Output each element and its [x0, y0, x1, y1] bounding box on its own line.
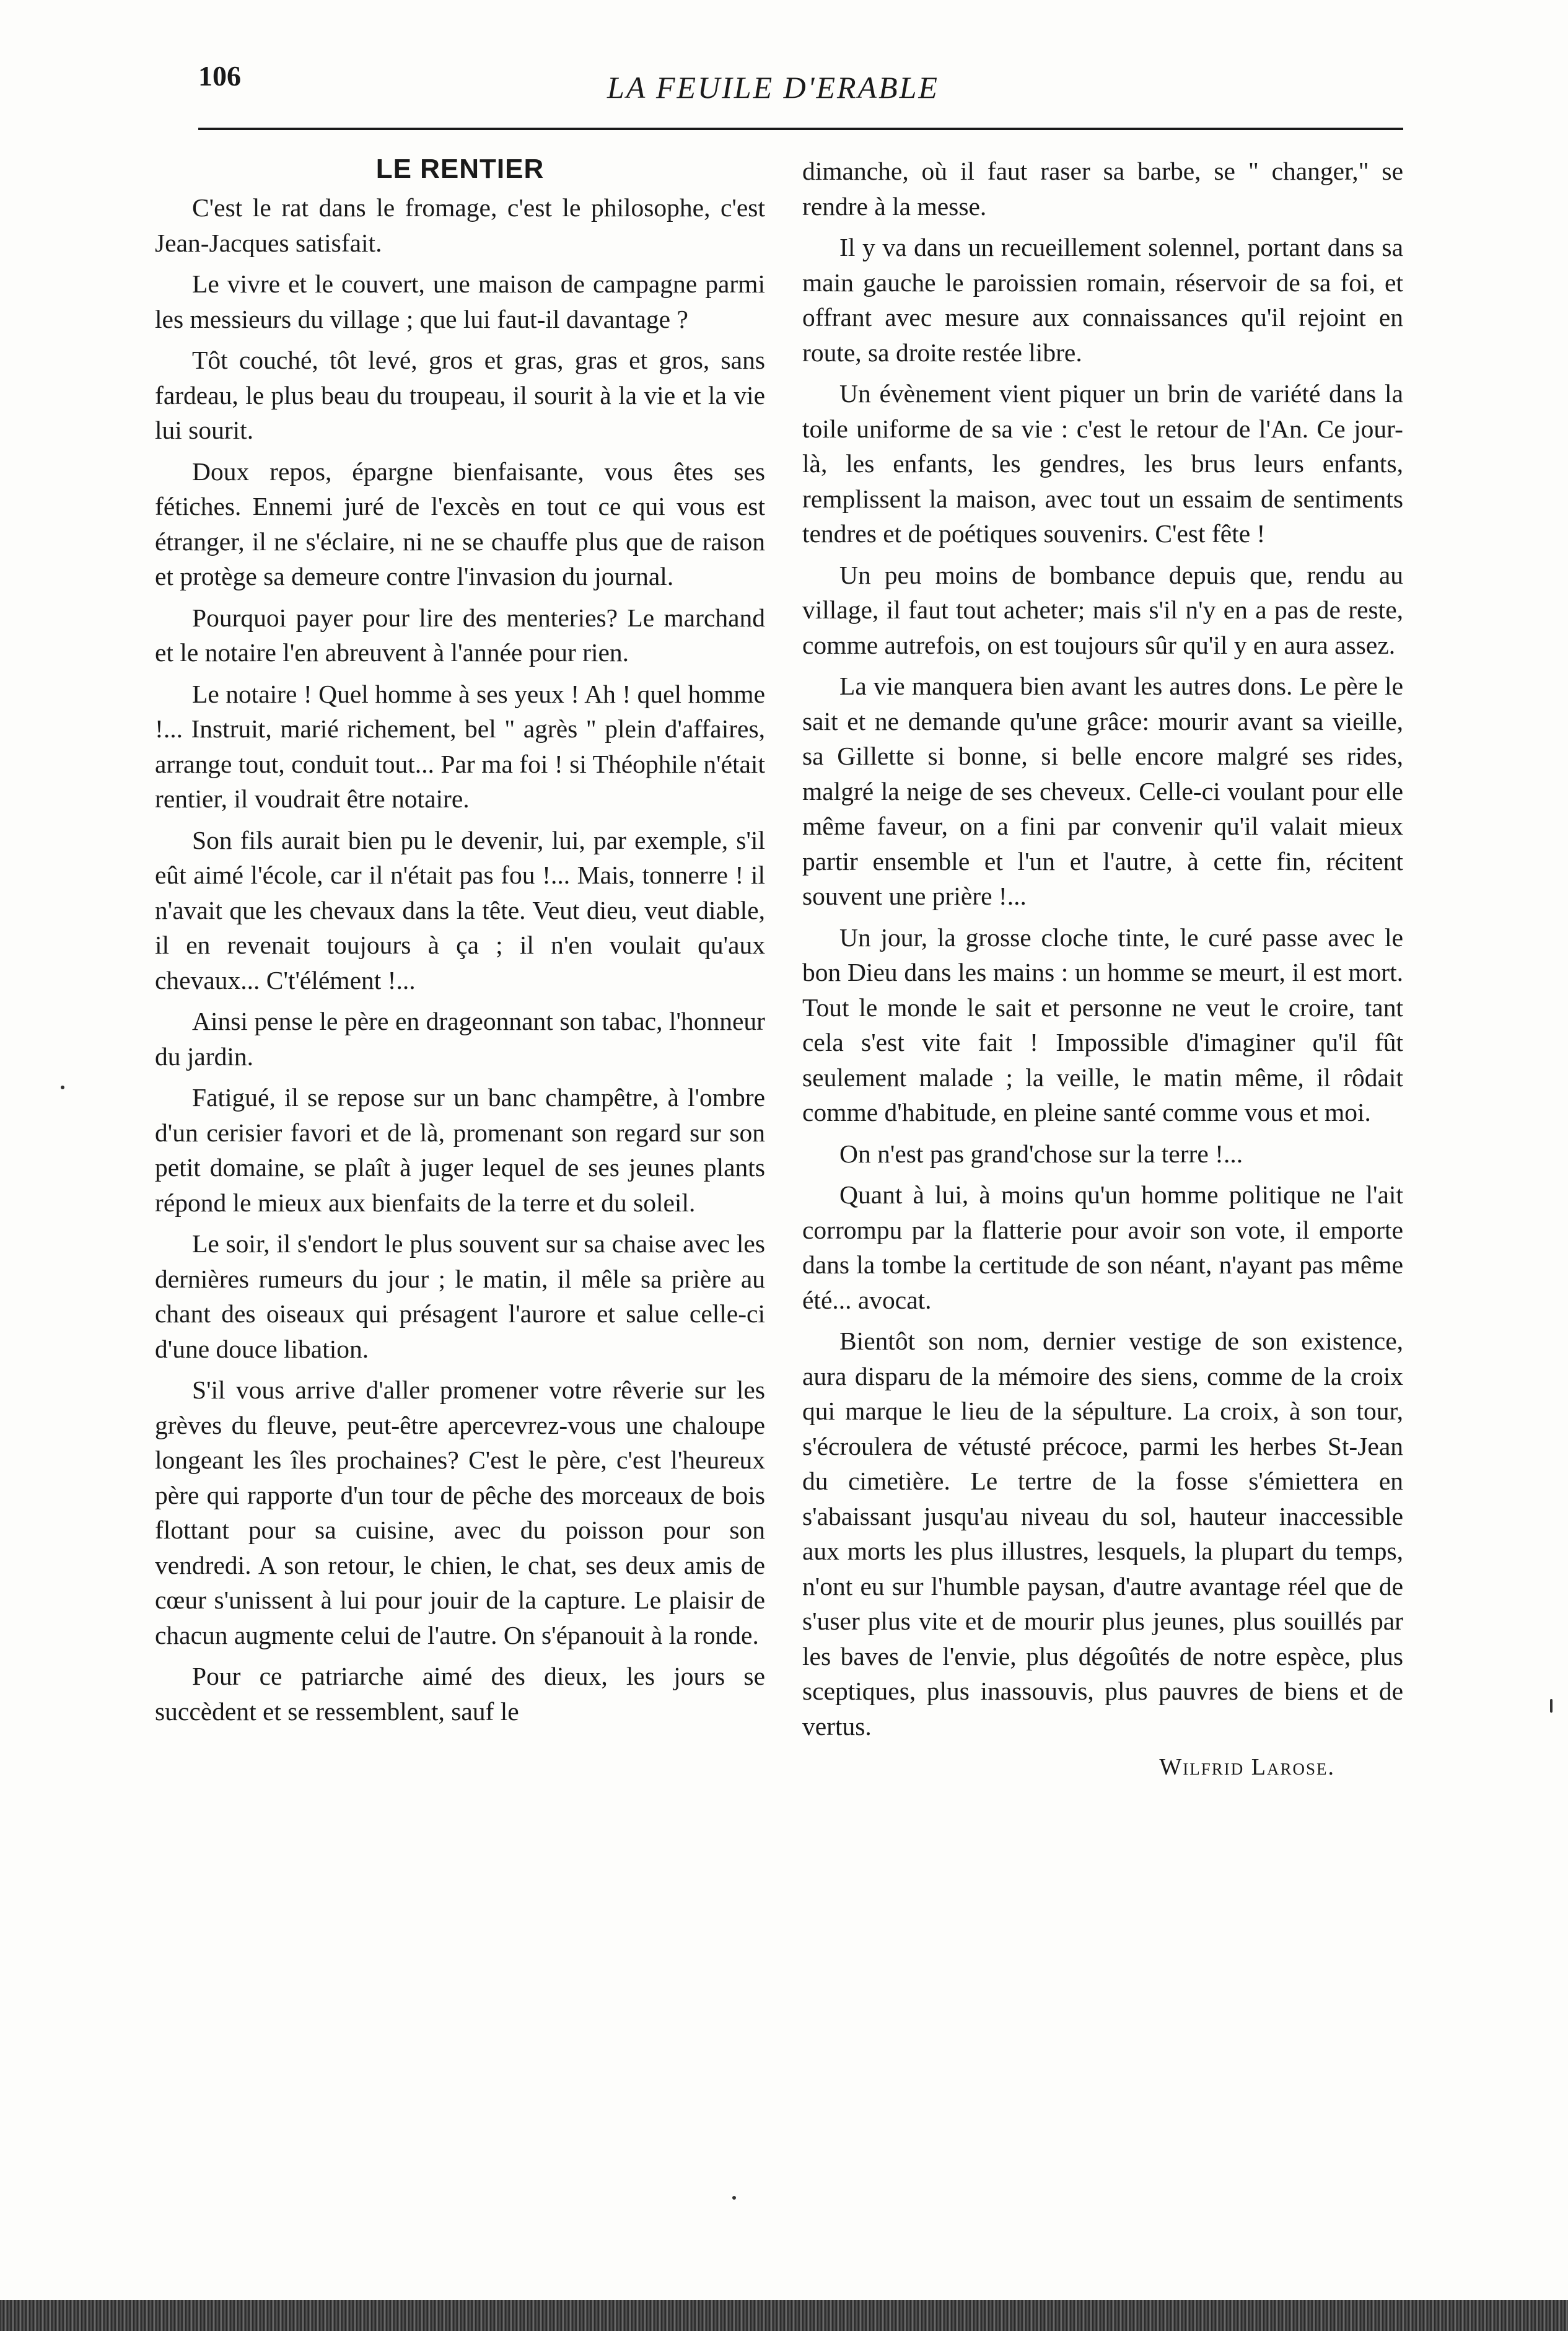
- left-column: [155, 152, 765, 1735]
- paragraph: Bientôt son nom, dernier vestige de son existence, aura disparu de la mémoire des siens, comme de la croix qui marque le lieu de la sépulture. La croix, à son tour, s'écroulera de vétusté précoce, parmi les herbes St-Jean du cimetière. Le tertre de la fosse s'émiettera en s'abaissant jusqu'au niveau du sol, hauteur inaccessible aux morts les plus illustres, lesquels, la plupart du temps, n'ont eu sur l'humble paysan, d'autre avantage réel que de s'user plus vite et de mourir plus jeunes, plus souillés par les baves de l'envie, plus dégoûtés de notre espèce, plus sceptiques, plus inassouvis, plus pauvres de biens et de vertus.: [802, 1327, 1403, 1741]
- paragraph: La vie manquera bien avant les autres dons. Le père le sait et ne demande qu'une grâce: mourir avant sa vieille, sa Gillette si bonne, si belle encore malgré ses rides, malgré la neige de ses cheveux. Celle-ci voulant pour elle même faveur, on a fini par convenir qu'il valait mieux partir ensemble et l'un et l'autre, à cette fin, récitent souvent une prière !...: [802, 672, 1403, 910]
- paragraph: Ainsi pense le père en drageonnant son tabac, l'honneur du jardin.: [155, 1007, 765, 1071]
- paragraph: Tôt couché, tôt levé, gros et gras, gras et gros, sans fardeau, le plus beau du troupeau, il sourit à la vie et la vie lui sourit.: [155, 346, 765, 444]
- paragraph: On n'est pas grand'chose sur la terre !...: [839, 1139, 1243, 1168]
- ink-speck: [732, 2196, 736, 2200]
- paragraph: S'il vous arrive d'aller promener votre rêverie sur les grèves du fleuve, peut-être apercevrez-vous une chaloupe longeant les îles prochaines? C'est le père, c'est l'heureux père qui rapporte d'un tour de pêche des morceaux de bois flottant pour sa cuisine, avec du poisson pour son vendredi. A son retour, le chien, le chat, ses deux amis de cœur s'unissent à lui pour jouir de la capture. Le plaisir de chacun augmente celui de l'autre. On s'épanouit à la ronde.: [155, 1376, 765, 1649]
- paragraph: Un peu moins de bombance depuis que, rendu au village, il faut tout acheter; mais s'il n'y en a pas de reste, comme autrefois, on est toujours sûr qu'il y en aura assez.: [802, 560, 1403, 659]
- paragraph: C'est le rat dans le fromage, c'est le philosophe, c'est Jean-Jacques satisfait.: [155, 193, 765, 257]
- paragraph: Le vivre et le couvert, une maison de campagne parmi les messieurs du village ; que lui faut-il davantage ?: [155, 270, 765, 333]
- journal-title: LA FEUILE D'ERABLE: [607, 70, 939, 105]
- paragraph: Un jour, la grosse cloche tinte, le curé passe avec le bon Dieu dans les mains : un homme se meurt, il est mort. Tout le monde le sait et personne ne veut le croire, tant cela s'est vite fait ! Impossible d'imaginer qu'il fût seulement malade ; la veille, le matin même, il rôdait comme d'habitude, en pleine santé comme vous et moi.: [802, 923, 1403, 1126]
- paragraph: Il y va dans un recueillement solennel, portant dans sa main gauche le paroissien romain, réservoir de sa foi, et offrant avec mesure aux connaissances qu'il rejoint en route, sa droite restée libre.: [802, 233, 1403, 367]
- paragraph: Quant à lui, à moins qu'un homme politique ne l'ait corrompu par la flatterie pour avoir son vote, il emporte dans la tombe la certitude de son néant, n'ayant pas même été... avocat.: [802, 1180, 1403, 1314]
- page-edge-mark: [1550, 1699, 1553, 1713]
- right-column: [802, 154, 1403, 1785]
- paragraph: Un évènement vient piquer un brin de variété dans la toile uniforme de sa vie : c'est le retour de l'An. Ce jour-là, les enfants, les gendres, les brus leurs enfants, remplissent la maison, avec tout un essaim de sentiments tendres et de poétiques souvenirs. C'est fête !: [802, 379, 1403, 548]
- article-title: LE RENTIER: [375, 154, 545, 184]
- paragraph: Doux repos, épargne bienfaisante, vous êtes ses fétiches. Ennemi juré de l'excès en tout ce qui vous est étranger, il ne s'éclaire, ni ne se chauffe plus que de raison et protège sa demeure contre l'invasion du journal.: [155, 457, 765, 590]
- paragraph: Le notaire ! Quel homme à ses yeux ! Ah ! quel homme !... Instruit, marié richement, bel " agrès " plein d'affaires, arrange tout, conduit tout... Par ma foi ! si Théophile n'était rentier, il voudrait être notaire.: [155, 679, 765, 813]
- paragraph: Pourquoi payer pour lire des menteries? Le marchand et le notaire l'en abreuvent à l'année pour rien.: [155, 603, 765, 667]
- paragraph: Fatigué, il se repose sur un banc champêtre, à l'ombre d'un cerisier favori et de là, promenant son regard sur son petit domaine, se plaît à juger lequel de ses jeunes plants répond le mieux aux bienfaits de la terre et du soleil.: [155, 1083, 765, 1217]
- paragraph: dimanche, où il faut raser sa barbe, se " changer," se rendre à la messe.: [802, 157, 1403, 221]
- ink-speck: [61, 1086, 64, 1089]
- scan-bottom-edge: [0, 2300, 1568, 2331]
- page-number: 106: [198, 60, 241, 92]
- page-header: [198, 59, 1403, 130]
- paragraph: Pour ce patriarche aimé des dieux, les jours se succèdent et se ressemblent, sauf le: [155, 1662, 765, 1726]
- paragraph: Le soir, il s'endort le plus souvent sur sa chaise avec les dernières rumeurs du jour ; le matin, il mêle sa prière au chant des oiseaux qui présagent l'aurore et salue celle-ci d'une douce libation.: [155, 1229, 765, 1363]
- author-signature: Wilfrid Larose.: [1159, 1754, 1335, 1780]
- paragraph: Son fils aurait bien pu le devenir, lui, par exemple, s'il eût aimé l'école, car il n'était pas fou !... Mais, tonnerre ! il n'avait que les chevaux dans la tête. Veut dieu, veut diable, il en revenait toujours à ça ; il n'en voulait qu'aux chevaux... C't'élément !...: [155, 825, 765, 994]
